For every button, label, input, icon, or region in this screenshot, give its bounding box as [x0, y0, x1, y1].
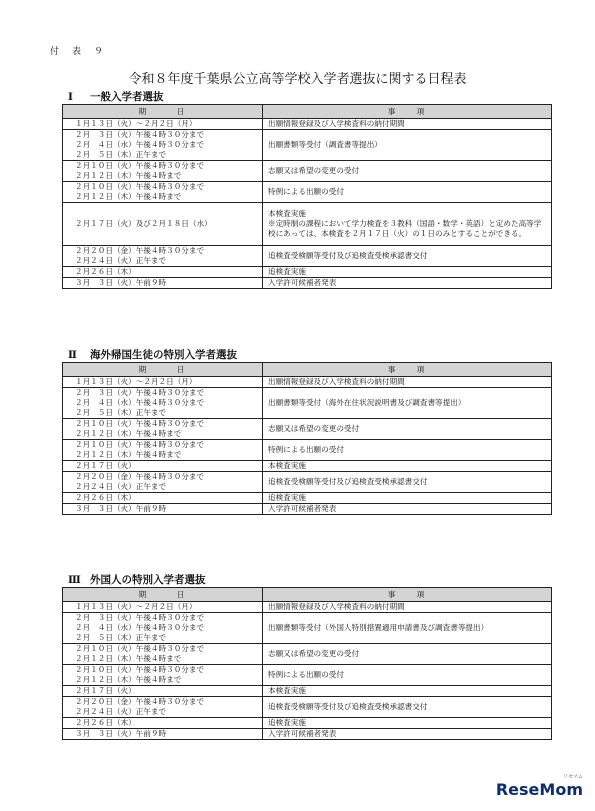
schedule-row [63, 718, 552, 729]
event-cell [263, 461, 552, 472]
section-title: 海外帰国生徒の特別入学者選抜 [90, 349, 237, 361]
date-line: ２月１２日（木）午後４時まで [75, 171, 182, 180]
date-column-header: 期 日 [63, 105, 263, 119]
date-cell [63, 493, 263, 504]
date-line: ２月２６日（木） [75, 267, 136, 276]
schedule-row [63, 161, 552, 182]
event-cell [263, 493, 552, 504]
event-text: 追検査実施 [268, 267, 306, 276]
date-cell [63, 182, 263, 203]
schedule-table [62, 104, 552, 289]
event-text: 出願情報登録及び入学検査料の納付期間 [268, 602, 405, 611]
schedule-row [63, 377, 552, 388]
schedule-row [63, 267, 552, 278]
appendix-label: 付 表 ９ [50, 47, 106, 57]
date-cell [63, 388, 263, 419]
section-title: 一般入学者選抜 [90, 91, 164, 103]
date-line: ２月２０日（金）午後４時３０分まで [75, 472, 205, 481]
event-cell [263, 504, 552, 515]
date-cell [63, 161, 263, 182]
event-text: 特例による出願の受付 [268, 187, 344, 196]
date-line: ２月 ５日（木）正午まで [75, 633, 167, 642]
schedule-row [63, 246, 552, 267]
schedule-row [63, 493, 552, 504]
date-line: ２月１０日（火）午後４時３０分まで [75, 440, 205, 449]
event-cell [263, 613, 552, 644]
date-line: ３月 ３日（火）午前９時 [75, 729, 167, 738]
date-cell [63, 130, 263, 161]
date-cell [63, 602, 263, 613]
date-line: ２月 ３日（火）午後４時３０分まで [75, 388, 205, 397]
date-line: ２月１２日（木）午後４時まで [75, 429, 182, 438]
schedule-row [63, 665, 552, 686]
date-cell [63, 665, 263, 686]
section-returnee [62, 348, 551, 515]
event-cell [263, 267, 552, 278]
date-cell [63, 461, 263, 472]
schedule-row [63, 461, 552, 472]
schedule-row [63, 119, 552, 130]
schedule-row [63, 602, 552, 613]
event-cell [263, 278, 552, 289]
date-line: ２月２０日（金）午後４時３０分まで [75, 697, 205, 706]
event-cell [263, 665, 552, 686]
date-line: ２月 ３日（火）午後４時３０分まで [75, 130, 205, 139]
date-line: １月１３日（火）～２月２日（月） [75, 377, 197, 386]
date-line: ２月 ４日（水）午後４時３０分まで [75, 140, 205, 149]
event-cell [263, 388, 552, 419]
date-line: ２月１２日（木）午後４時まで [75, 192, 182, 201]
date-cell [63, 246, 263, 267]
event-text: 志願又は希望の変更の受付 [268, 166, 360, 175]
date-line: ２月２４日（火）正午まで [75, 707, 167, 716]
event-text: 追検査受検願等受付及び追検査受検承認書交付 [268, 702, 428, 711]
date-line: ２月１２日（木）午後４時まで [75, 450, 182, 459]
schedule-row [63, 697, 552, 718]
event-cell [263, 472, 552, 493]
date-cell [63, 504, 263, 515]
date-line: ２月１７日（火） [75, 461, 136, 470]
schedule-row [63, 388, 552, 419]
event-cell [263, 729, 552, 740]
event-cell [263, 203, 552, 246]
schedule-row [63, 440, 552, 461]
schedule-row [63, 419, 552, 440]
schedule-row [63, 729, 552, 740]
date-line: ２月２０日（金）午後４時３０分まで [75, 246, 205, 255]
date-line: ２月２４日（火）正午まで [75, 482, 167, 491]
event-text: 出願情報登録及び入学検査料の納付期間 [268, 377, 405, 386]
date-cell [63, 419, 263, 440]
logo-subtext: リセマム [563, 774, 583, 780]
event-cell [263, 161, 552, 182]
section-heading [62, 90, 551, 104]
schedule-table [62, 587, 552, 740]
section-foreign [62, 573, 551, 740]
section-heading [62, 348, 551, 362]
event-text: 出願書類等受付（調査書等提出） [268, 140, 382, 149]
event-cell [263, 377, 552, 388]
date-cell [63, 278, 263, 289]
date-line: ２月１７日（火） [75, 686, 136, 695]
date-line: ２月２４日（火）正午まで [75, 256, 167, 265]
schedule-row [63, 182, 552, 203]
date-line: ２月１０日（火）午後４時３０分まで [75, 161, 205, 170]
event-column-header: 事 項 [263, 588, 552, 602]
date-line: ３月 ３日（火）午前９時 [75, 278, 167, 287]
schedule-row [63, 504, 552, 515]
event-cell [263, 246, 552, 267]
schedule-row [63, 472, 552, 493]
logo-text: ReseMom [495, 780, 583, 799]
event-column-header: 事 項 [263, 363, 552, 377]
event-text: 本検査実施 [268, 686, 306, 695]
event-cell [263, 440, 552, 461]
event-note: ※定時制の課程において学力検査を３教科（国語・数学・英語）と定めた高等学校にあっては、本検査を２月１７日（火）の１日のみとすることができる。 [268, 218, 542, 238]
event-text: 出願書類等受付（海外在住状況説明書及び調査書等提出） [268, 398, 466, 407]
section-number: Ⅰ [68, 91, 73, 103]
section-title: 外国人の特別入学者選抜 [90, 574, 206, 586]
document-title: 令和８年度千葉県公立高等学校入学者選抜に関する日程表 [128, 72, 467, 87]
section-number: Ⅱ [68, 349, 77, 361]
date-line: ２月１０日（火）午後４時３０分まで [75, 644, 205, 653]
resemom-logo [495, 774, 583, 799]
event-text: 追検査受検願等受付及び追検査受検承認書交付 [268, 251, 428, 260]
event-cell [263, 419, 552, 440]
schedule-row [63, 278, 552, 289]
date-line: ２月 ４日（水）午後４時３０分まで [75, 623, 205, 632]
event-text: 追検査実施 [268, 718, 306, 727]
date-line: ２月２６日（木） [75, 493, 136, 502]
schedule-table [62, 362, 552, 515]
date-column-header: 期 日 [63, 363, 263, 377]
date-cell [63, 472, 263, 493]
date-line: ２月２６日（木） [75, 718, 136, 727]
date-cell [63, 718, 263, 729]
date-cell [63, 613, 263, 644]
date-cell [63, 377, 263, 388]
event-text: 志願又は希望の変更の受付 [268, 649, 360, 658]
schedule-row [63, 644, 552, 665]
date-line: ２月１２日（木）午後４時まで [75, 675, 182, 684]
date-line: ２月 ５日（木）正午まで [75, 408, 167, 417]
event-text: 出願書類等受付（外国人特別措置適用申請書及び調査書等提出） [268, 623, 489, 632]
event-text: 入学許可候補者発表 [268, 729, 337, 738]
date-cell [63, 203, 263, 246]
schedule-row [63, 130, 552, 161]
event-cell [263, 697, 552, 718]
date-cell [63, 686, 263, 697]
date-line: ２月１０日（火）午後４時３０分まで [75, 665, 205, 674]
date-column-header: 期 日 [63, 588, 263, 602]
event-text: 本検査実施 [268, 208, 306, 218]
event-text: 入学許可候補者発表 [268, 278, 337, 287]
date-cell [63, 267, 263, 278]
date-line: ２月１０日（火）午後４時３０分まで [75, 182, 205, 191]
date-cell [63, 644, 263, 665]
event-text: 入学許可候補者発表 [268, 504, 337, 513]
event-cell [263, 182, 552, 203]
event-text: 追検査実施 [268, 493, 306, 502]
event-cell [263, 602, 552, 613]
event-column-header: 事 項 [263, 105, 552, 119]
event-text: 出願情報登録及び入学検査料の納付期間 [268, 119, 405, 128]
event-text: 本検査実施 [268, 461, 306, 470]
event-cell [263, 130, 552, 161]
schedule-row [63, 613, 552, 644]
date-cell [63, 440, 263, 461]
date-line: ２月 ４日（水）午後４時３０分まで [75, 398, 205, 407]
date-cell [63, 729, 263, 740]
date-line: ２月１０日（火）午後４時３０分まで [75, 419, 205, 428]
date-cell [63, 697, 263, 718]
date-line: ３月 ３日（火）午前９時 [75, 504, 167, 513]
event-text: 追検査受検願等受付及び追検査受検承認書交付 [268, 477, 428, 486]
date-line: ２月１７日（火）及び２月１８日（水） [75, 219, 212, 228]
event-cell [263, 718, 552, 729]
schedule-row [63, 686, 552, 697]
event-cell [263, 119, 552, 130]
event-cell [263, 686, 552, 697]
event-text: 特例による出願の受付 [268, 445, 344, 454]
section-number: Ⅲ [68, 574, 81, 586]
date-line: ２月１２日（木）午後４時まで [75, 654, 182, 663]
date-line: ２月 ３日（火）午後４時３０分まで [75, 613, 205, 622]
event-cell [263, 644, 552, 665]
date-line: １月１３日（火）～２月２日（月） [75, 602, 197, 611]
event-text: 志願又は希望の変更の受付 [268, 424, 360, 433]
date-cell [63, 119, 263, 130]
date-line: １月１３日（火）～２月２日（月） [75, 119, 197, 128]
schedule-row [63, 203, 552, 246]
section-general [62, 90, 551, 289]
event-text: 特例による出願の受付 [268, 670, 344, 679]
date-line: ２月 ５日（木）正午まで [75, 150, 167, 159]
section-heading [62, 573, 551, 587]
